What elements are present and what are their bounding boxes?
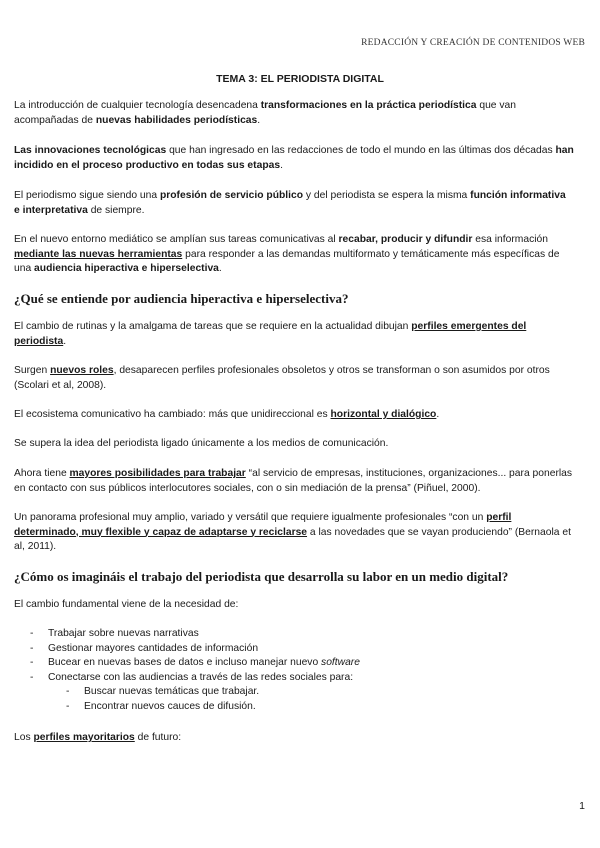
page-title: TEMA 3: EL PERIODISTA DIGITAL: [216, 73, 384, 85]
paragraph-possibilities: Ahora tiene mayores posibilidades para trabajar “al servicio de empresas, instituciones, organizaciones... para ponerlas en contacto con sus públicos interlocutores sociales, con o sin mediación de la prensa” (Piñuel, 2000).: [14, 468, 573, 494]
paragraph-media-link: Se supera la idea del periodista ligado únicamente a los medios de comunicación.: [14, 438, 389, 449]
section-heading-digital-work: ¿Cómo os imagináis el trabajo del periodista que desarrolla su labor en un medio digital?: [14, 569, 509, 584]
paragraph-public-service: El periodismo sigue siendo una profesión de servicio público y del periodista se espera la misma función informativa e interpretativa de siempre.: [14, 190, 566, 216]
paragraph-fundamental-change: El cambio fundamental viene de la necesidad de:: [14, 599, 239, 610]
needs-list: [30, 627, 360, 714]
paragraph-emerging-profiles: El cambio de rutinas y la amalgama de tareas que se requiere en la actualidad dibujan perfiles emergentes del periodista.: [14, 321, 527, 347]
list-item: - Gestionar mayores cantidades de información: [30, 642, 360, 657]
sublist-item: - Encontrar nuevos cauces de difusión.: [66, 700, 360, 715]
list-item: - Bucear en nuevas bases de datos e incluso manejar nuevo software: [30, 656, 360, 671]
section-heading-audience: ¿Qué se entiende por audiencia hiperactiva e hiperselectiva?: [14, 291, 349, 306]
paragraph-professional-panorama: Un panorama profesional muy amplio, variado y versátil que requiere igualmente profesionales “con un perfil determinado, muy flexible y capaz de adaptarse y reciclarse a las novedades que se vayan produciendo” (Bernaola et al, 2011).: [14, 512, 571, 552]
list-item: - Trabajar sobre nuevas narrativas: [30, 627, 360, 642]
paragraph-intro: La introducción de cualquier tecnología desencadena transformaciones en la práctica periodística que van acompañadas de nuevas habilidades periodísticas.: [14, 100, 516, 126]
paragraph-future-profiles: Los perfiles mayoritarios de futuro:: [14, 732, 182, 743]
page-number: 1: [579, 800, 585, 812]
social-sublist: [48, 685, 360, 714]
paragraph-ecosystem: El ecosistema comunicativo ha cambiado: más que unidireccional es horizontal y dialógico.: [14, 409, 440, 420]
list-item: - Conectarse con las audiencias a través de las redes sociales para: - Buscar nuevas temáticas que trabajar. - Encontrar nuevos cauces de difusión.: [30, 671, 360, 715]
paragraph-new-environment: En el nuevo entorno mediático se amplían sus tareas comunicativas al recabar, producir y difundir esa información mediante las nuevas herramientas para responder a las demandas multiformato y temáticamente más específicas de una audiencia hiperactiva e hiperselectiva.: [14, 234, 560, 274]
paragraph-new-roles: Surgen nuevos roles, desaparecen perfiles profesionales obsoletos y otros se transforman o son asumidos por otros (Scolari et al, 2008).: [14, 365, 550, 391]
sublist-item: - Buscar nuevas temáticas que trabajar.: [66, 685, 360, 700]
paragraph-innovations: Las innovaciones tecnológicas que han ingresado en las redacciones de todo el mundo en las últimas dos décadas han incidido en el proceso productivo en todas sus etapas.: [14, 145, 574, 171]
running-header: REDACCIÓN Y CREACIÓN DE CONTENIDOS WEB: [361, 38, 585, 48]
